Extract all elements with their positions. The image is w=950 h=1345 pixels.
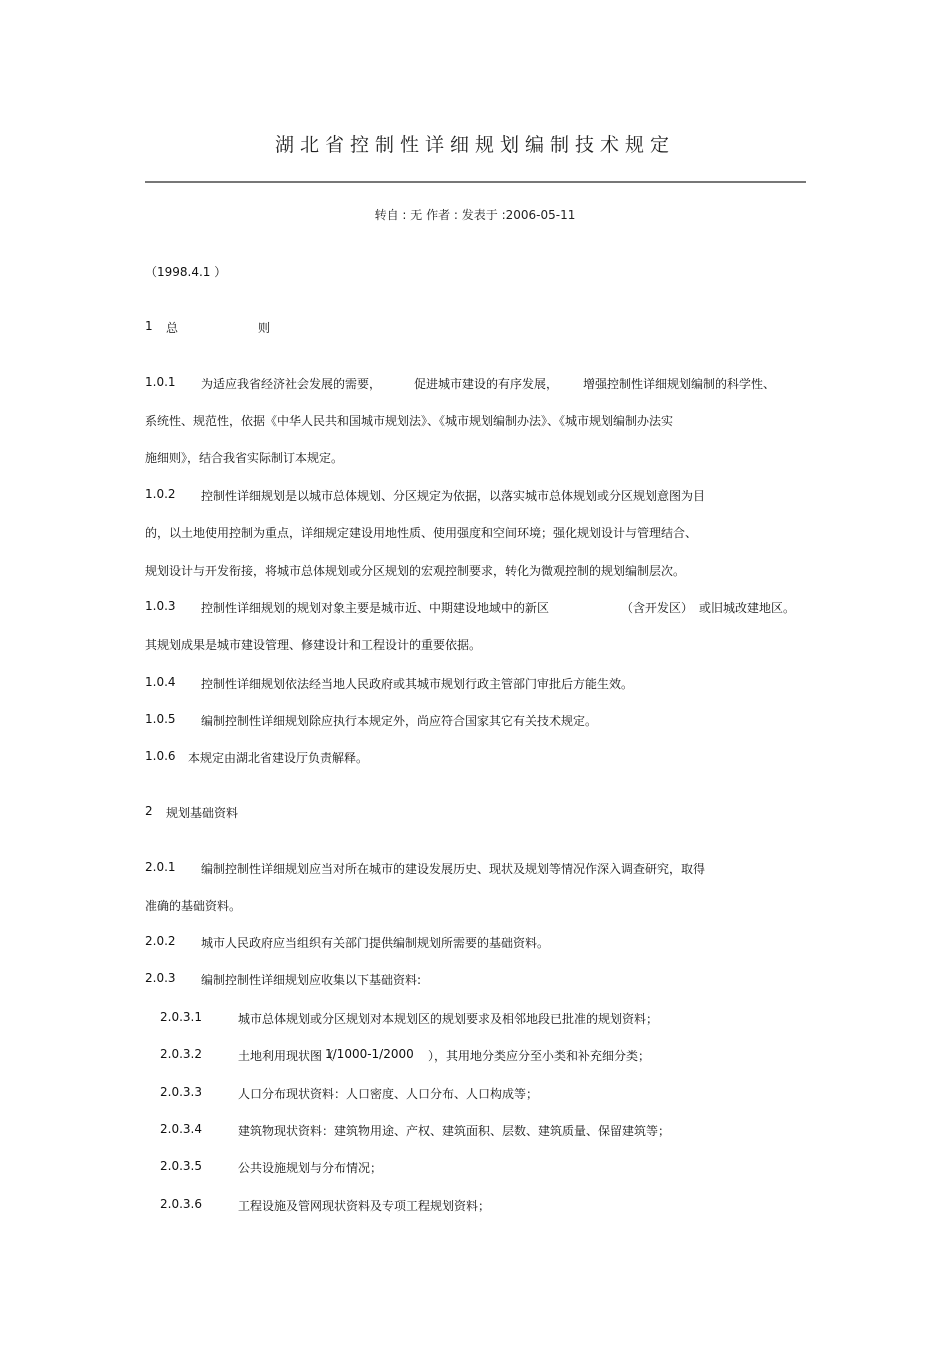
clause-text: 编制控制性详细规划应收集以下基础资料: bbox=[201, 973, 422, 987]
clause-number: 2.0.2 bbox=[145, 934, 176, 948]
clause-text: 为适应我省经济社会发展的需要， bbox=[201, 377, 382, 391]
document-title: 湖北省控制性详细规划编制技术规定 bbox=[274, 134, 675, 156]
section-number: 1 bbox=[145, 319, 153, 333]
clause-number: 1.0.4 bbox=[145, 675, 176, 689]
subclause-text: ），其用地分类应分至小类和补充细分类； bbox=[428, 1049, 651, 1063]
title-divider bbox=[145, 181, 806, 183]
clause-text: 或旧城改建地区。 bbox=[699, 601, 796, 615]
clause-text: 控制性详细规划是以城市总体规划、分区规定为依据，以落实城市总体规划或分区规划意图为目 bbox=[201, 489, 706, 503]
subclause-text: 人口分布现状资料：人口密度、人口分布、人口构成等； bbox=[238, 1087, 539, 1101]
clause-text: 编制控制性详细规划除应执行本规定外，尚应符合国家其它有关技术规定。 bbox=[201, 714, 598, 728]
subclause-number: 2.0.3.4 bbox=[160, 1122, 202, 1136]
clause-number: 1.0.5 bbox=[145, 712, 176, 726]
clause-text: （含开发区） bbox=[621, 601, 694, 615]
clause-text-line: 的，以土地使用控制为重点，详细规定建设用地性质、使用强度和空间环境；强化规划设计与管理结合、 bbox=[145, 526, 698, 540]
clause-number: 1.0.2 bbox=[145, 487, 176, 501]
clause-text-line: 系统性、规范性，依据《中华人民共和国城市规划法》、《城市规划编制办法》、《城市规划编制办法实 bbox=[145, 414, 674, 428]
subclause-number: 2.0.3.5 bbox=[160, 1159, 202, 1173]
clause-number: 1.0.3 bbox=[145, 599, 176, 613]
clause-text: 增强控制性详细规划编制的科学性、 bbox=[583, 377, 776, 391]
clause-text-line: 其规划成果是城市建设管理、修建设计和工程设计的重要依据。 bbox=[145, 638, 482, 652]
subclause-text: 建筑物现状资料：建筑物用途、产权、建筑面积、层数、建筑质量、保留建筑等； bbox=[238, 1124, 671, 1138]
clause-text: 城市人民政府应当组织有关部门提供编制规划所需要的基础资料。 bbox=[201, 936, 550, 950]
clause-text: 促进城市建设的有序发展， bbox=[414, 377, 559, 391]
clause-text: 控制性详细规划依法经当地人民政府或其城市规划行政主管部门审批后方能生效。 bbox=[201, 677, 634, 691]
subclause-number: 2.0.3.3 bbox=[160, 1085, 202, 1099]
clause-text: 编制控制性详细规划应当对所在城市的建设发展历史、现状及规划等情况作深入调查研究，取得 bbox=[201, 862, 706, 876]
date-note: （1998.4.1 ） bbox=[145, 265, 227, 279]
clause-number: 1.0.6 bbox=[145, 749, 176, 763]
section-title: 规划基础资料 bbox=[166, 806, 239, 820]
clause-text-line: 准确的基础资料。 bbox=[145, 899, 242, 913]
subclause-number: 2.0.3.1 bbox=[160, 1010, 202, 1024]
clause-text: 本规定由湖北省建设厅负责解释。 bbox=[188, 751, 369, 765]
clause-text: 控制性详细规划的规划对象主要是城市近、中期建设地域中的新区 bbox=[201, 601, 550, 615]
subclause-text: 公共设施规划与分布情况； bbox=[238, 1161, 383, 1175]
clause-number: 2.0.3 bbox=[145, 971, 176, 985]
clause-text-line: 规划设计与开发衔接，将城市总体规划或分区规划的宏观控制要求，转化为微观控制的规划编制层次。 bbox=[145, 564, 686, 578]
section-number: 2 bbox=[145, 804, 153, 818]
subclause-number: 2.0.3.2 bbox=[160, 1047, 202, 1061]
section-title-part: 则 bbox=[258, 321, 271, 335]
subclause-text: 城市总体规划或分区规划对本规划区的规划要求及相邻地段已批准的规划资料； bbox=[238, 1012, 659, 1026]
subclause-text: 1/1000-1/2000 bbox=[325, 1047, 414, 1061]
clause-text-line: 施细则》，结合我省实际制订本规定。 bbox=[145, 451, 344, 465]
clause-number: 2.0.1 bbox=[145, 860, 176, 874]
document-meta: 转自 : 无 作者 : 发表于 :2006-05-11 bbox=[374, 208, 576, 222]
section-title-part: 总 bbox=[166, 321, 179, 335]
clause-number: 1.0.1 bbox=[145, 375, 176, 389]
subclause-text: 工程设施及管网现状资料及专项工程规划资料； bbox=[238, 1199, 491, 1213]
subclause-text: 土地利用现状图（ bbox=[238, 1049, 335, 1063]
subclause-number: 2.0.3.6 bbox=[160, 1197, 202, 1211]
